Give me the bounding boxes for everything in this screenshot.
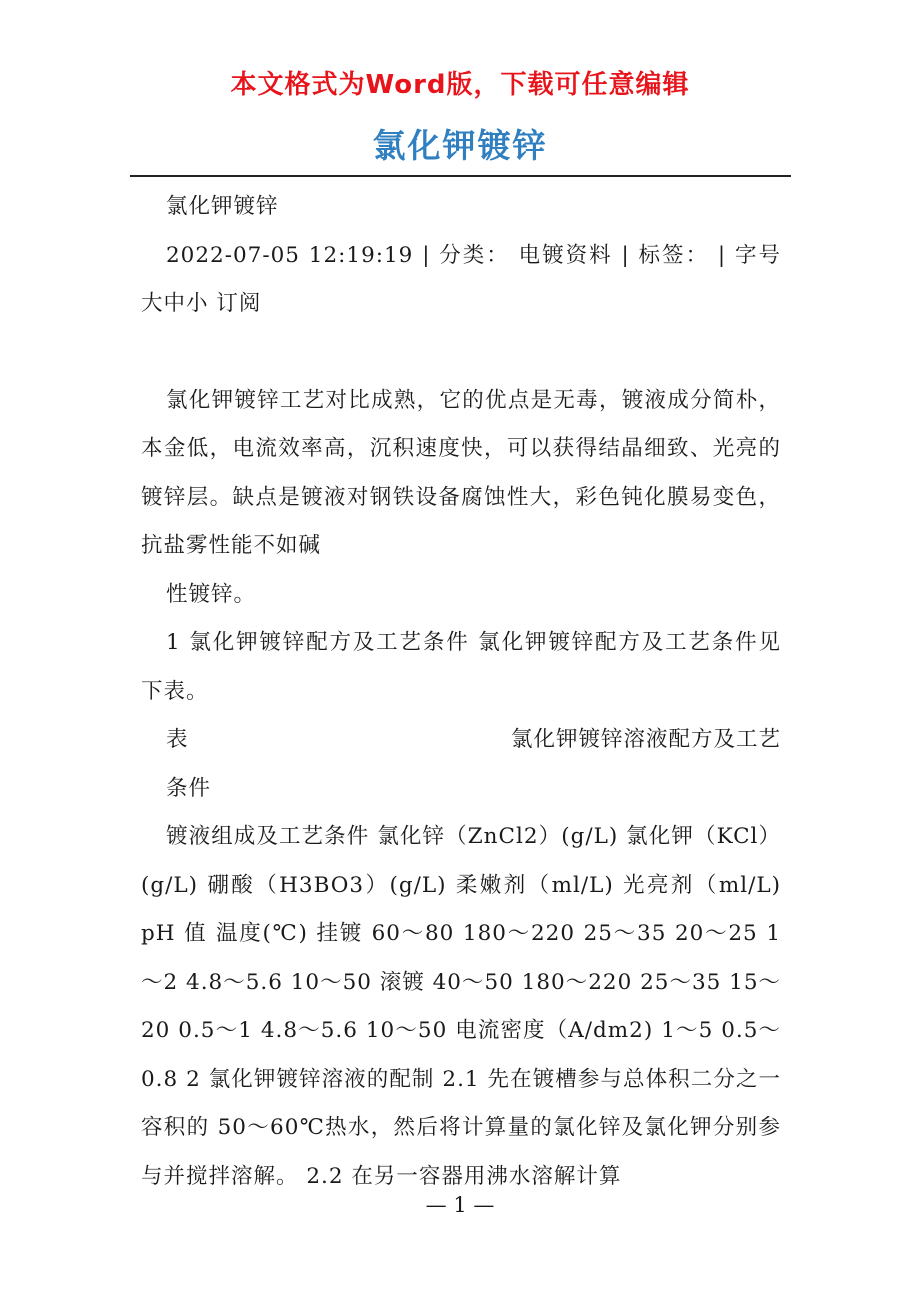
table-label: 表 [166,727,189,752]
table-content-paragraph: 镀液组成及工艺条件 氯化锌（ZnCl2）(g/L) 氯化钾（KCl）(g/L) 硼酸（H3BO3）(g/L) 柔嫩剂（ml/L) 光亮剂（ml/L) pH 值 温度(℃) 挂镀 60～80 180～220 25～35 20～25 1～2 4.8～5.6 10～50 滚镀 40～50 180～220 25～35 15～20 0.5～1 4.8～5.6 10～50 电流密度（A/dm2) 1～5 0.5～0.8 2 氯化钾镀锌溶液的配制 2.1 先在镀槽参与总体积二分之一容积的 50～60℃热水，然后将计算量的氯化锌及氯化钾分别参与并搅拌溶解。 2.2 在另一容器用沸水溶解计算 [141,824,781,1189]
title-divider [130,175,791,177]
article-body [141,183,781,1201]
intro-paragraph: 氯化钾镀锌工艺对比成熟，它的优点是无毒，镀液成分简朴，本金低，电流效率高，沉积速度快，可以获得结晶细致、光亮的镀锌层。缺点是镀液对钢铁设备腐蚀性大，彩色钝化膜易变色，抗盐雾性能不如碱 [141,387,781,558]
table-caption: 氯化钾镀锌溶液配方及工艺 [510,727,781,752]
article-subtitle: 氯化钾镀锌 [166,194,279,219]
section-1-heading: 1 氯化钾镀锌配方及工艺条件 氯化钾镀锌配方及工艺条件见下表。 [141,630,781,704]
article-meta-line: 2022-07-05 12:19:19 | 分类： 电镀资料 | 标签： | 字号大中小 订阅 [141,242,781,316]
table-caption-line [141,716,781,765]
document-title: 氯化钾镀锌 [372,126,548,165]
intro-paragraph-tail: 性镀锌。 [166,581,257,607]
page-number: — 1 — [425,1193,495,1217]
download-banner: 本文格式为Word版，下载可任意编辑 [230,70,690,100]
table-caption-tail: 条件 [166,775,212,801]
